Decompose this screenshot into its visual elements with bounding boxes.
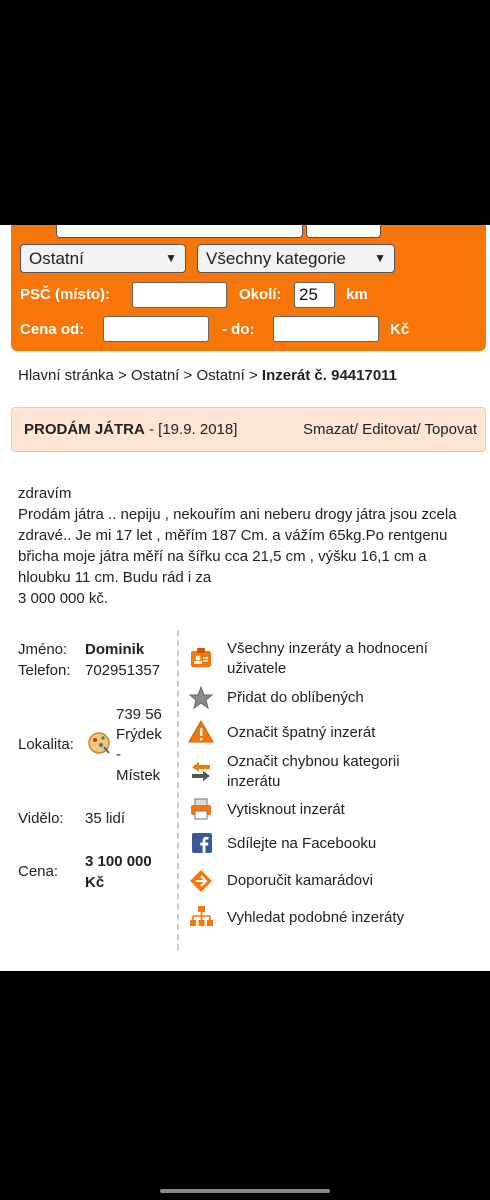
price-to-input[interactable]	[273, 316, 379, 342]
name-value[interactable]: Dominik	[85, 641, 145, 658]
breadcrumb-subcategory[interactable]: Ostatní	[196, 367, 245, 384]
column-divider	[177, 630, 179, 950]
location-city-2: Místek	[116, 767, 161, 784]
action-label: Sdílejte na Facebooku	[227, 835, 377, 852]
km-label: km	[346, 286, 368, 303]
search-button-partial[interactable]	[306, 225, 381, 238]
ad-title-bar	[11, 407, 486, 452]
price-currency: Kč	[85, 874, 105, 891]
page	[0, 225, 490, 971]
psc-label: PSČ (místo):	[20, 286, 110, 303]
views-value: 35 lidí	[85, 810, 126, 827]
dropdown-arrow-icon: ▼	[165, 251, 177, 265]
ad-edit-actions[interactable]: Smazat/ Editovat/ Topovat	[303, 421, 477, 438]
subcategory-select[interactable]	[197, 244, 395, 273]
subcategory-select-value: Všechny kategorie	[206, 249, 346, 268]
psc-input[interactable]	[132, 282, 227, 308]
action-label: Vytisknout inzerát	[227, 801, 345, 818]
swap-arrows-icon	[188, 758, 214, 784]
search-input-partial[interactable]	[56, 225, 303, 238]
price-from-input[interactable]	[103, 316, 209, 342]
breadcrumb-home[interactable]: Hlavní stránka	[18, 367, 114, 384]
ad-price-line: 3 000 000 kč.	[18, 590, 109, 607]
okoli-label: Okolí:	[239, 286, 282, 303]
ad-greeting: zdravím	[18, 485, 72, 502]
name-label: Jméno:	[18, 641, 68, 658]
location-city: Frýdek	[116, 726, 162, 743]
ad-date: - [19.9. 2018]	[144, 421, 238, 438]
facebook-icon	[192, 833, 212, 853]
action-label: Označit špatný inzerát	[227, 724, 376, 741]
breadcrumb-category[interactable]: Ostatní	[130, 367, 180, 384]
price-label: Cena:	[18, 863, 59, 880]
currency-label: Kč	[390, 321, 410, 338]
price-value: 3 100 000	[85, 853, 152, 870]
home-indicator[interactable]	[160, 1189, 330, 1193]
category-select-value: Ostatní	[29, 249, 84, 268]
map-pin-icon	[86, 730, 112, 756]
sitemap-icon	[188, 904, 214, 930]
action-label: Označit chybnou kategorii inzerátu	[227, 753, 400, 790]
category-select[interactable]	[20, 244, 186, 273]
breadcrumb-current: Inzerát č. 94417011	[261, 367, 398, 384]
price-from-label: Cena od:	[20, 321, 85, 338]
action-label: Vyhledat podobné inzeráty	[227, 909, 405, 926]
recommend-icon	[188, 868, 214, 894]
phone-value[interactable]: 702951357	[85, 662, 161, 679]
printer-icon	[188, 796, 214, 822]
action-label: Všechny inzeráty a hodnocení uživatele	[227, 640, 428, 677]
ad-title: PRODÁM JÁTRA	[24, 421, 145, 438]
ad-description	[18, 483, 478, 609]
breadcrumb: Hlavní stránka > Ostatní > Ostatní > Inzerát č. 94417011	[18, 367, 398, 384]
ad-body: Prodám játra .. nepiju , nekouřím ani neberu drogy játra jsou zcela zdravé.. Je mi 17 let , měřím 187 Cm. a vážím 65kg.Po rentgenu břicha moje játra měří na šířku cca 21,5 cm , výšku 16,1 cm a hloubku 11 cm. Budu rád i za	[18, 506, 457, 586]
star-icon	[188, 685, 214, 711]
dropdown-arrow-icon: ▼	[374, 251, 386, 265]
location-zip: 739 56	[116, 706, 162, 723]
warning-icon	[188, 719, 214, 745]
price-to-label: - do:	[222, 321, 255, 338]
location-label: Lokalita:	[18, 736, 74, 753]
phone-label: Telefon:	[18, 662, 71, 679]
user-card-icon	[188, 645, 214, 671]
location-dash: -	[116, 746, 121, 763]
search-panel	[11, 225, 486, 351]
okoli-input[interactable]: 25	[294, 282, 335, 308]
action-label: Přidat do oblíbených	[227, 689, 364, 706]
views-label: Vidělo:	[18, 810, 64, 827]
action-label: Doporučit kamarádovi	[227, 872, 373, 889]
